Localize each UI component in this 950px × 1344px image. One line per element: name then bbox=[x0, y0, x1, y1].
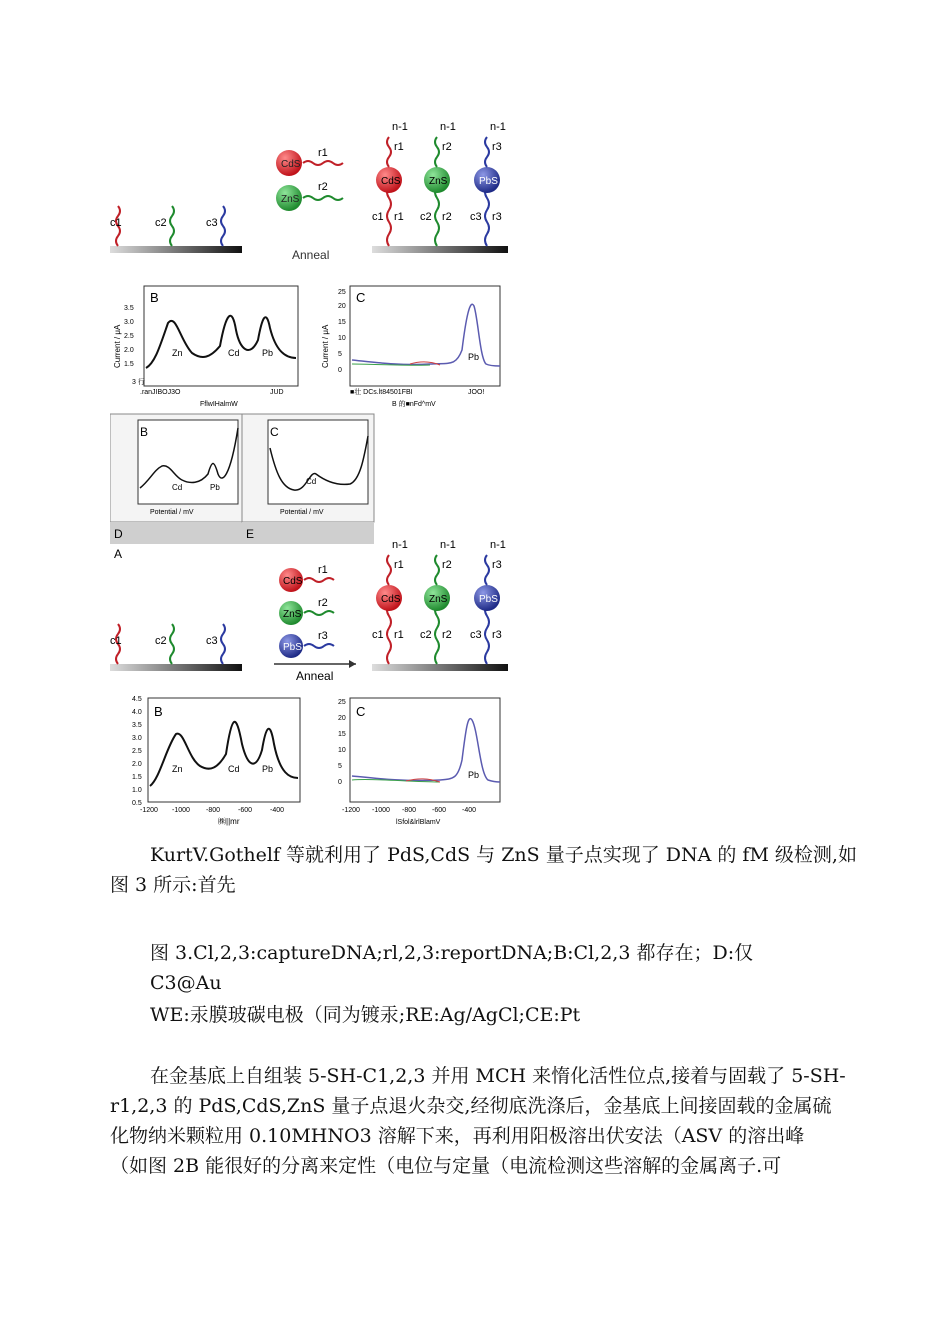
svg-text:0: 0 bbox=[338, 779, 342, 786]
panel-c-top bbox=[321, 286, 500, 408]
svg-text:A: A bbox=[114, 547, 123, 561]
svg-text:c2: c2 bbox=[420, 629, 432, 641]
svg-text:r1: r1 bbox=[318, 147, 328, 159]
svg-text:㈱||mr: ㈱||mr bbox=[218, 817, 240, 826]
svg-text:25: 25 bbox=[338, 289, 346, 296]
svg-text:3.5: 3.5 bbox=[124, 305, 134, 312]
svg-text:n-1: n-1 bbox=[490, 539, 506, 551]
intro-line-2: 图 3 所示:首先 bbox=[110, 874, 236, 896]
svg-text:0: 0 bbox=[338, 367, 342, 374]
svg-text:15: 15 bbox=[338, 319, 346, 326]
c1-label: c1 bbox=[110, 217, 122, 229]
svg-text:Zn: Zn bbox=[172, 764, 183, 774]
svg-text:Cd: Cd bbox=[228, 764, 240, 774]
svg-text:r2: r2 bbox=[442, 141, 452, 153]
svg-text:E: E bbox=[246, 527, 255, 541]
svg-text:2.5: 2.5 bbox=[124, 333, 134, 340]
svg-text:c3: c3 bbox=[470, 629, 482, 641]
svg-text:Cd: Cd bbox=[306, 477, 317, 486]
svg-text:JOO!: JOO! bbox=[468, 389, 485, 396]
svg-text:Pb: Pb bbox=[210, 483, 220, 492]
gold-substrate-bar-2 bbox=[372, 246, 508, 253]
svg-text:Pb: Pb bbox=[262, 348, 274, 358]
c3-label: c3 bbox=[206, 217, 218, 229]
svg-text:Current / μA: Current / μA bbox=[321, 324, 330, 368]
svg-text:ZnS: ZnS bbox=[283, 609, 302, 620]
svg-text:4.5: 4.5 bbox=[132, 696, 142, 703]
method-line-3: 化物纳米颗粒用 0.10MHNO3 溶解下来，再利用阳极溶出伏安法（ASV 的溶出峰 bbox=[110, 1125, 805, 1147]
svg-text:FflwIHalmW: FflwIHalmW bbox=[200, 401, 238, 408]
svg-text:-400: -400 bbox=[462, 807, 477, 814]
anneal-label: Anneal bbox=[292, 248, 330, 262]
svg-text:5: 5 bbox=[338, 351, 342, 358]
svg-text:B: B bbox=[150, 290, 159, 305]
svg-text:3 行: 3 行 bbox=[132, 379, 145, 386]
svg-text:CdS: CdS bbox=[381, 594, 401, 605]
method-line-2: r1,2,3 的 PdS,CdS,ZnS 量子点退火杂交,经彻底洗涤后，金基底上间接固载的金属硫 bbox=[110, 1095, 832, 1117]
svg-text:5: 5 bbox=[338, 763, 342, 770]
svg-text:JUD: JUD bbox=[270, 389, 284, 396]
paragraph-method bbox=[110, 1061, 846, 1181]
svg-text:1.5: 1.5 bbox=[124, 361, 134, 368]
svg-text:Zn: Zn bbox=[172, 348, 183, 358]
svg-text:PbS: PbS bbox=[479, 594, 498, 605]
panel-b-top bbox=[113, 286, 298, 408]
svg-text:Current / μA: Current / μA bbox=[113, 324, 122, 368]
svg-text:.ranJIBOJ3O: .ranJIBOJ3O bbox=[140, 389, 181, 396]
svg-text:3.0: 3.0 bbox=[124, 319, 134, 326]
gold-substrate-bar bbox=[110, 246, 242, 253]
svg-text:ZnS: ZnS bbox=[429, 176, 448, 187]
svg-text:n-1: n-1 bbox=[392, 539, 408, 551]
svg-text:r2: r2 bbox=[442, 629, 452, 641]
svg-text:r2: r2 bbox=[318, 181, 328, 193]
svg-text:Potential / mV: Potential / mV bbox=[150, 509, 194, 516]
svg-text:-1200: -1200 bbox=[342, 807, 360, 814]
svg-text:-800: -800 bbox=[206, 807, 221, 814]
svg-text:c3: c3 bbox=[206, 635, 218, 647]
svg-text:c2: c2 bbox=[155, 635, 167, 647]
svg-text:r2: r2 bbox=[442, 559, 452, 571]
figure-3 bbox=[110, 118, 510, 828]
svg-text:n-1: n-1 bbox=[440, 121, 456, 133]
svg-text:lSfol&lrlBlamV: lSfol&lrlBlamV bbox=[396, 819, 441, 826]
svg-text:-400: -400 bbox=[270, 807, 285, 814]
svg-text:-800: -800 bbox=[402, 807, 417, 814]
svg-text:-1200: -1200 bbox=[140, 807, 158, 814]
svg-text:20: 20 bbox=[338, 303, 346, 310]
svg-text:1.5: 1.5 bbox=[132, 774, 142, 781]
figure-caption: 图 3.Cl,2,3:captureDNA;rl,2,3:reportDNA;B:Cl,2,3 都存在；D:仅 C3@Au bbox=[150, 942, 754, 994]
electrode-note: WE:汞膜玻碳电极（同为镀汞;RE:Ag/AgCl;CE:Pt bbox=[150, 1004, 581, 1026]
svg-text:c1: c1 bbox=[110, 635, 122, 647]
scheme-top bbox=[110, 121, 508, 262]
svg-text:CdS: CdS bbox=[381, 176, 401, 187]
svg-text:PbS: PbS bbox=[479, 176, 498, 187]
svg-text:2.5: 2.5 bbox=[132, 748, 142, 755]
svg-text:D: D bbox=[114, 527, 123, 541]
svg-text:-600: -600 bbox=[238, 807, 253, 814]
panel-b-bottom bbox=[132, 696, 300, 826]
svg-text:r1: r1 bbox=[394, 559, 404, 571]
svg-text:10: 10 bbox=[338, 335, 346, 342]
svg-text:2.0: 2.0 bbox=[124, 347, 134, 354]
method-line-4: （如图 2B 能很好的分离来定性（电位与定量（电流检测这些溶解的金属离子.可 bbox=[110, 1155, 782, 1177]
svg-text:2.0: 2.0 bbox=[132, 761, 142, 768]
svg-text:r1: r1 bbox=[394, 211, 404, 223]
svg-text:n-1: n-1 bbox=[440, 539, 456, 551]
svg-text:r3: r3 bbox=[492, 211, 502, 223]
svg-text:Cd: Cd bbox=[172, 483, 183, 492]
svg-text:r1: r1 bbox=[394, 629, 404, 641]
svg-text:PbS: PbS bbox=[283, 642, 302, 653]
svg-text:-600: -600 bbox=[432, 807, 447, 814]
svg-text:B: B bbox=[154, 704, 163, 719]
svg-text:Anneal: Anneal bbox=[296, 669, 334, 683]
svg-text:4.0: 4.0 bbox=[132, 709, 142, 716]
svg-text:r3: r3 bbox=[492, 141, 502, 153]
svg-text:■壮 DCs.lt84501FBI: ■壮 DCs.lt84501FBI bbox=[350, 389, 413, 396]
svg-text:CdS: CdS bbox=[281, 159, 301, 170]
svg-text:Pb: Pb bbox=[468, 770, 480, 780]
svg-text:Potential / mV: Potential / mV bbox=[280, 509, 324, 516]
svg-text:ZnS: ZnS bbox=[429, 594, 448, 605]
svg-text:c2: c2 bbox=[420, 211, 432, 223]
svg-text:Pb: Pb bbox=[468, 352, 480, 362]
svg-text:Cd: Cd bbox=[228, 348, 240, 358]
svg-text:10: 10 bbox=[338, 747, 346, 754]
svg-text:ZnS: ZnS bbox=[281, 194, 300, 205]
svg-text:C: C bbox=[270, 425, 279, 439]
svg-text:r2: r2 bbox=[318, 597, 328, 609]
panel-c-mid bbox=[242, 414, 374, 544]
svg-text:r3: r3 bbox=[492, 629, 502, 641]
svg-text:15: 15 bbox=[338, 731, 346, 738]
svg-text:20: 20 bbox=[338, 715, 346, 722]
c2-label: c2 bbox=[155, 217, 167, 229]
svg-text:r2: r2 bbox=[442, 211, 452, 223]
method-line-1: 在金基底上自组装 5-SH-C1,2,3 并用 MCH 来惰化活性位点,接着与固载了 5-SH- bbox=[150, 1065, 846, 1087]
panel-b-mid bbox=[110, 414, 242, 544]
svg-text:-1000: -1000 bbox=[372, 807, 390, 814]
intro-line-1: KurtV.Gothelf 等就利用了 PdS,CdS 与 ZnS 量子点实现了 DNA 的 fM 级检测,如 bbox=[150, 844, 857, 866]
svg-text:r3: r3 bbox=[318, 630, 328, 642]
svg-text:3.5: 3.5 bbox=[132, 722, 142, 729]
paragraph-intro bbox=[110, 840, 857, 900]
svg-text:C: C bbox=[356, 290, 366, 305]
panel-c-bottom bbox=[338, 698, 500, 826]
svg-text:c1: c1 bbox=[372, 629, 384, 641]
svg-text:r3: r3 bbox=[492, 559, 502, 571]
svg-text:n-1: n-1 bbox=[392, 121, 408, 133]
svg-text:-1000: -1000 bbox=[172, 807, 190, 814]
svg-text:1.0: 1.0 bbox=[132, 787, 142, 794]
svg-text:0.5: 0.5 bbox=[132, 800, 142, 807]
svg-text:r1: r1 bbox=[394, 141, 404, 153]
svg-text:25: 25 bbox=[338, 699, 346, 706]
svg-text:n-1: n-1 bbox=[490, 121, 506, 133]
svg-text:c3: c3 bbox=[470, 211, 482, 223]
svg-text:C: C bbox=[356, 704, 366, 719]
svg-text:B 的■nFd^mV: B 的■nFd^mV bbox=[392, 401, 436, 408]
svg-text:r1: r1 bbox=[318, 564, 328, 576]
svg-text:CdS: CdS bbox=[283, 576, 303, 587]
svg-text:B: B bbox=[140, 425, 149, 439]
svg-text:c1: c1 bbox=[372, 211, 384, 223]
scheme-bottom bbox=[110, 539, 508, 683]
svg-text:3.0: 3.0 bbox=[132, 735, 142, 742]
svg-text:Pb: Pb bbox=[262, 764, 274, 774]
